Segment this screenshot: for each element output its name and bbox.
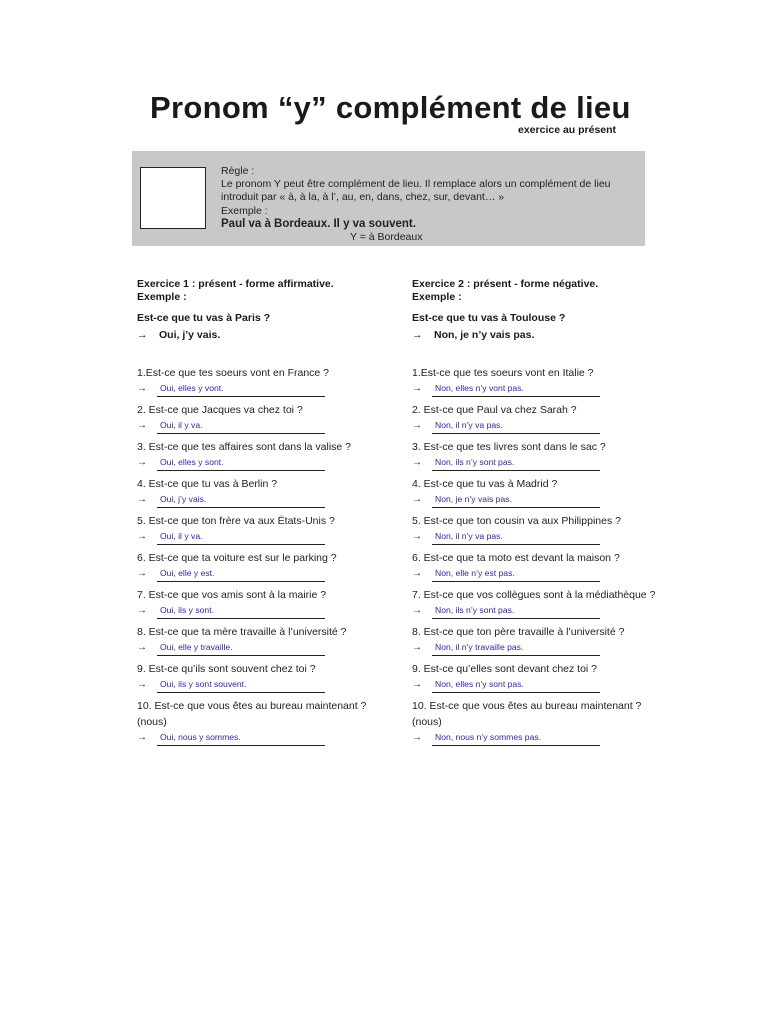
exercise-2-items [412,365,662,751]
exercise-1-example-answer [137,329,387,341]
exercise-1-example-label: Exemple : [137,291,187,303]
arrow-icon: → [412,732,422,743]
answer-field[interactable] [432,640,600,656]
question-text: 2. Est-ce que Paul va chez Sarah ? [412,404,577,416]
question-text: 2. Est-ce que Jacques va chez toi ? [137,404,303,416]
answer-field[interactable] [432,492,600,508]
page-subtitle: exercice au présent [518,124,617,136]
question-text: 5. Est-ce que ton frère va aux États-Unis ? [137,515,335,527]
rule-example-sentence: Paul va à Bordeaux. Il y va souvent. [221,217,416,230]
answer-row [137,603,387,624]
answer-field[interactable] [157,566,325,582]
arrow-icon: → [137,679,147,690]
rule-example-equation: Y = à Bordeaux [350,231,423,244]
answer-text: Oui, il y va. [160,531,203,541]
answer-text: Non, elle n’y est pas. [435,568,515,578]
answer-field[interactable] [432,730,600,746]
exercise-1-items [137,365,387,751]
arrow-icon: → [412,605,422,616]
answer-row [137,730,387,751]
answer-text: Non, je n’y vais pas. [435,494,512,504]
answer-text: Non, il n’y travaille pas. [435,642,524,652]
answer-row [412,603,662,624]
rule-text-block [221,165,636,244]
question-text: 7. Est-ce que vos amis sont à la mairie ? [137,589,327,601]
answer-row [412,677,662,698]
rule-example-label: Exemple : [221,204,268,217]
arrow-icon: → [412,383,422,394]
answer-field[interactable] [157,730,325,746]
exercise-2-heading: Exercice 2 : présent - forme négative. [412,278,599,290]
question-text: 6. Est-ce que ta voiture est sur le parking ? [137,552,337,564]
page-title: Pronom “y” complément de lieu [150,90,631,125]
question-text: 5. Est-ce que ton cousin va aux Philippines ? [412,515,621,527]
answer-field[interactable] [157,529,325,545]
arrow-icon: → [412,679,422,690]
answer-field[interactable] [432,566,600,582]
rule-label: Règle : [221,165,255,177]
question-text: 3. Est-ce que tes livres sont dans le sac ? [412,441,606,453]
arrow-icon: → [137,329,148,341]
answer-text: Non, il n’y va pas. [435,531,503,541]
answer-row [412,640,662,661]
arrow-icon: → [137,494,147,505]
answer-row [137,381,387,402]
arrow-icon: → [137,605,147,616]
arrow-icon: → [412,457,422,468]
answer-text: Non, il n’y va pas. [435,420,503,430]
arrow-icon: → [412,642,422,653]
answer-field[interactable] [432,603,600,619]
question-text: 1.Est-ce que tes soeurs vont en Italie ? [412,367,594,379]
answer-row [412,455,662,476]
question-text: 7. Est-ce que vos collègues sont à la médiathèque ? [412,589,656,601]
answer-field[interactable] [432,455,600,471]
exercise-1-heading: Exercice 1 : présent - forme affirmative. [137,278,334,290]
exercise-2 [412,278,662,751]
answer-text: Oui, elles y sont. [160,457,224,467]
arrow-icon: → [412,494,422,505]
answer-row [412,566,662,587]
arrow-icon: → [137,383,147,394]
arrow-icon: → [137,420,147,431]
arrow-icon: → [412,531,422,542]
answer-row [137,492,387,513]
answer-field[interactable] [157,603,325,619]
exercise-1-example-question: Est-ce que tu vas à Paris ? [137,312,271,324]
answer-row [137,566,387,587]
answer-row [412,418,662,439]
question-text: 8. Est-ce que ton père travaille à l’université ? [412,626,625,638]
rule-box [132,151,645,246]
answer-row [412,492,662,513]
arrow-icon: → [137,568,147,579]
exercise-2-example-question: Est-ce que tu vas à Toulouse ? [412,312,566,324]
answer-text: Non, ils n’y sont pas. [435,457,515,467]
answer-text: Oui, elle y est. [160,568,215,578]
answer-field[interactable] [432,677,600,693]
exercise-1 [137,278,387,751]
answer-row [137,640,387,661]
question-text: 10. Est-ce que vous êtes au bureau maintenant ? (nous) [412,700,642,728]
question-text: 8. Est-ce que ta mère travaille à l’université ? [137,626,347,638]
answer-row [137,455,387,476]
answer-text: Oui, ils y sont. [160,605,214,615]
answer-text: Oui, elles y vont. [160,383,224,393]
arrow-icon: → [412,420,422,431]
exercise-2-example-label: Exemple : [412,291,462,303]
question-text: 6. Est-ce que ta moto est devant la maison ? [412,552,620,564]
question-text: 4. Est-ce que tu vas à Berlin ? [137,478,278,490]
answer-row [412,529,662,550]
answer-text: Oui, j’y vais. [160,494,207,504]
question-text: 4. Est-ce que tu vas à Madrid ? [412,478,558,490]
answer-text: Oui, elle y travaille. [160,642,233,652]
rule-image-placeholder [140,167,206,229]
rule-description: Le pronom Y peut être complément de lieu. Il remplace alors un complément de lieu introduit par « à, à la, à l’, au, en, dans, chez, sur, devant… » [221,178,611,204]
arrow-icon: → [137,642,147,653]
answer-text: Non, elles n’y vont pas. [435,383,524,393]
answer-text: Oui, il y va. [160,420,203,430]
exercise-1-example-answer-text: Oui, j’y vais. [159,329,221,341]
question-text: 9. Est-ce qu’ils sont souvent chez toi ? [137,663,316,675]
answer-text: Non, ils n’y sont pas. [435,605,515,615]
answer-row [137,529,387,550]
answer-row [412,730,662,751]
answer-field[interactable] [157,418,325,434]
answer-field[interactable] [157,455,325,471]
question-text: 10. Est-ce que vous êtes au bureau maintenant ? (nous) [137,700,367,728]
answer-text: Non, elles n’y sont pas. [435,679,524,689]
arrow-icon: → [137,732,147,743]
arrow-icon: → [137,457,147,468]
answer-row [412,381,662,402]
answer-field[interactable] [432,529,600,545]
answer-text: Non, nous n’y sommes pas. [435,732,542,742]
answer-field[interactable] [432,381,600,397]
exercise-2-example-answer-text: Non, je n’y vais pas. [434,329,535,341]
answer-row [137,677,387,698]
answer-field[interactable] [157,381,325,397]
arrow-icon: → [137,531,147,542]
arrow-icon: → [412,329,423,341]
answer-text: Oui, nous y sommes. [160,732,241,742]
answer-text: Oui, ils y sont souvent. [160,679,247,689]
answer-field[interactable] [432,418,600,434]
arrow-icon: → [412,568,422,579]
answer-field[interactable] [157,677,325,693]
question-text: 3. Est-ce que tes affaires sont dans la valise ? [137,441,352,453]
answer-row [137,418,387,439]
answer-field[interactable] [157,640,325,656]
exercise-2-example-answer [412,329,662,341]
question-text: 9. Est-ce qu’elles sont devant chez toi ? [412,663,598,675]
answer-field[interactable] [157,492,325,508]
question-text: 1.Est-ce que tes soeurs vont en France ? [137,367,330,379]
